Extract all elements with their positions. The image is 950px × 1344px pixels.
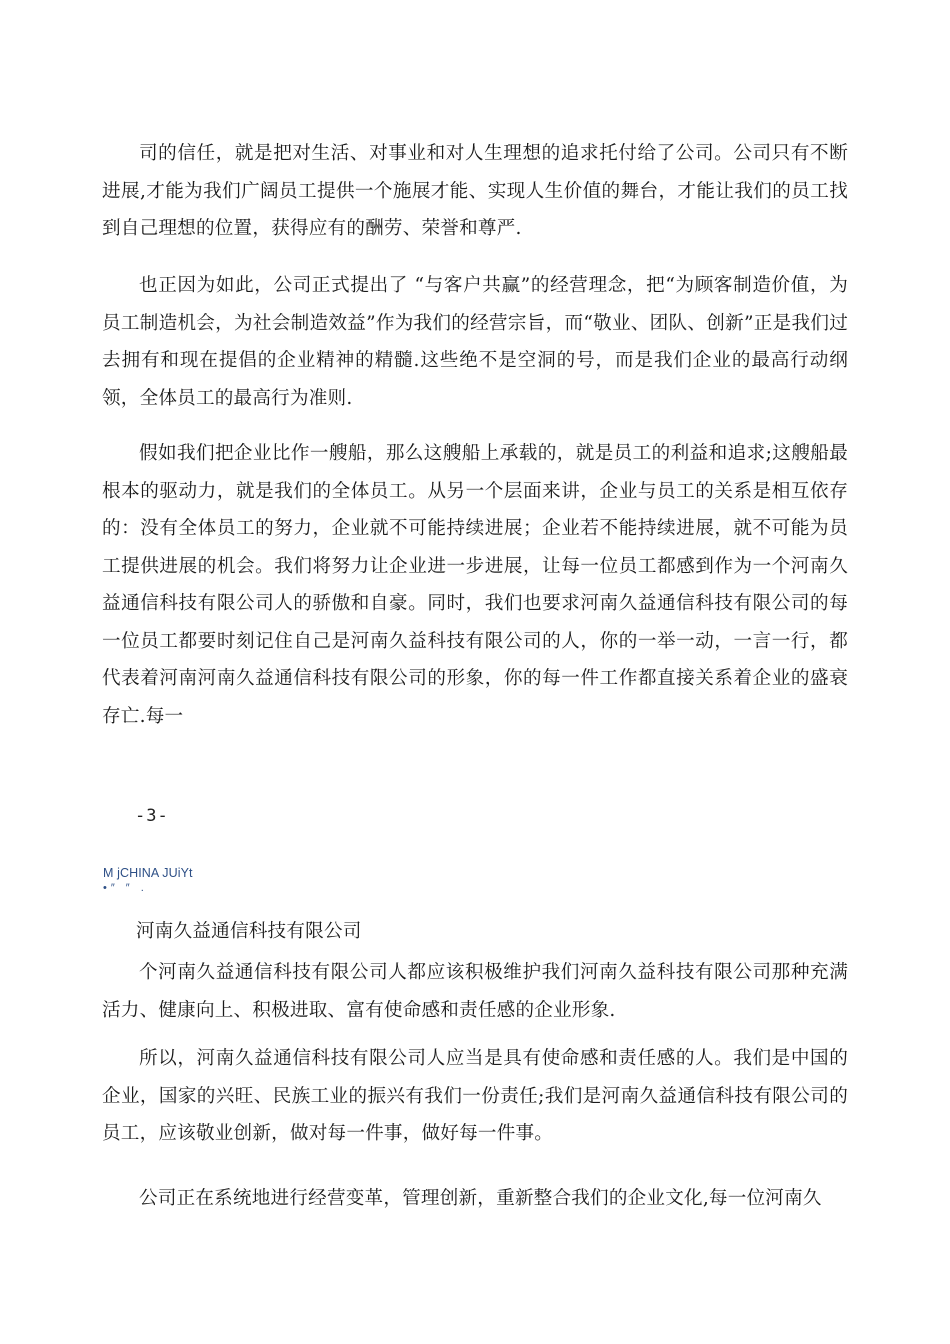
logo-subtext: •″ ″ . <box>103 882 148 894</box>
paragraph-responsibility: 所以，河南久益通信科技有限公司人应当是具有使命感和责任感的人。我们是中国的企业，国家的兴旺、民族工业的振兴有我们一份责任;我们是河南久益通信科技有限公司的员工，应该敬业创新，做对每一件事，做好每一件事。 <box>102 1048 848 1144</box>
paragraph-trust: 司的信任，就是把对生活、对事业和对人生理想的追求托付给了公司。公司只有不断进展,才能为我们广阔员工提供一个施展才能、实现人生价值的舞台，才能让我们的员工找到自己理想的位置，获得应有的酬劳、荣誉和尊严. <box>102 143 848 239</box>
page-number: -3- <box>135 806 169 826</box>
company-logo <box>103 866 223 896</box>
logo-text: M jCHINA JUiYt <box>103 866 193 880</box>
company-name-header: 河南久益通信科技有限公司 <box>136 921 362 942</box>
paragraph-business-philosophy: 也正因为如此，公司正式提出了 “与客户共赢”的经营理念，把“为顾客制造价值，为员工制造机会，为社会制造效益”作为我们的经营宗旨，而“敬业、团队、创新”正是我们过去拥有和现在提倡的企业精神的精髓.这些绝不是空洞的号，而是我们企业的最高行动纲领，全体员工的最高行为准则. <box>102 275 848 409</box>
paragraph-reform: 公司正在系统地进行经营变革，管理创新，重新整合我们的企业文化,每一位河南久 <box>139 1188 822 1209</box>
paragraph-corporate-image: 个河南久益通信科技有限公司人都应该积极维护我们河南久益科技有限公司那种充满活力、健康向上、积极进取、富有使命感和责任感的企业形象. <box>102 962 848 1021</box>
paragraph-ship-metaphor: 假如我们把企业比作一艘船，那么这艘船上承载的，就是员工的利益和追求;这艘船最根本的驱动力，就是我们的全体员工。从另一个层面来讲，企业与员工的关系是相互依存的：没有全体员工的努力，企业就不可能持续进展；企业若不能持续进展，就不可能为员工提供进展的机会。我们将努力让企业进一步进展，让每一位员工都感到作为一个河南久益通信科技有限公司人的骄傲和自豪。同时，我们也要求河南久益通信科技有限公司的每一位员工都要时刻记住自己是河南久益科技有限公司的人，你的一举一动，一言一行，都代表着河南河南久益通信科技有限公司的形象，你的每一件工作都直接关系着企业的盛衰存亡.每一 <box>102 443 848 727</box>
